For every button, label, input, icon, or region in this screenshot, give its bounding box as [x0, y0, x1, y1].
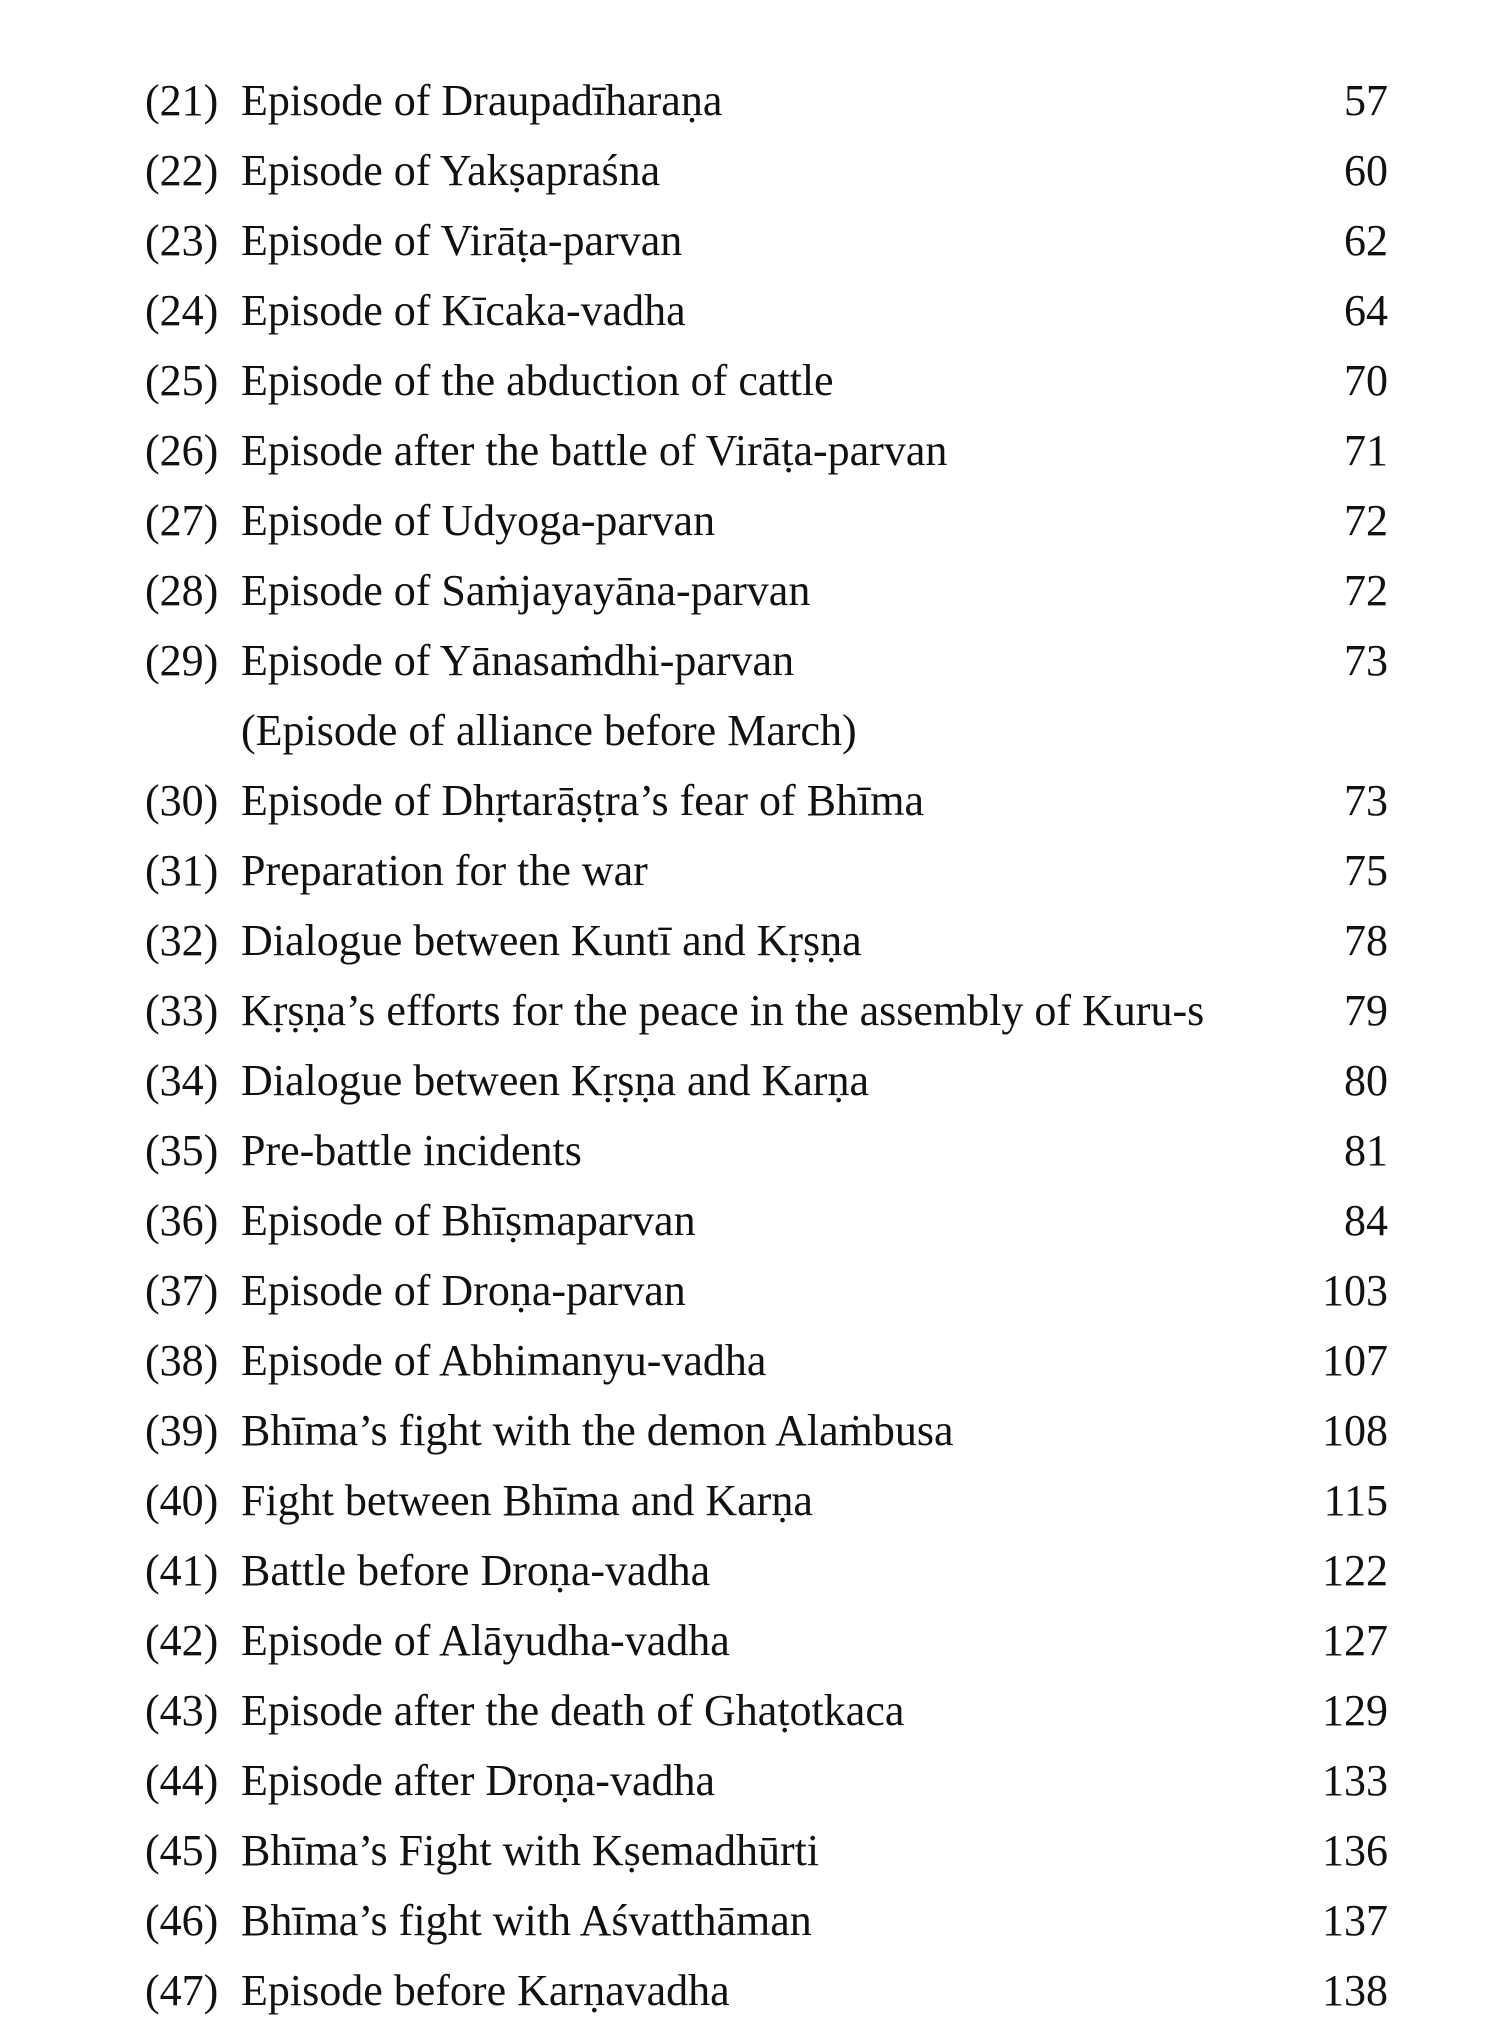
- entry-page-number: 81: [1344, 1126, 1388, 1175]
- entry-number: (45): [145, 1826, 219, 1875]
- entry-number: (23): [145, 216, 219, 265]
- entry-number: (41): [145, 1546, 219, 1595]
- entry-number: (29): [145, 636, 219, 685]
- entry-title: Pre-battle incidents: [241, 1126, 582, 1175]
- entry-title: Episode after the death of Ghaṭotkaca: [241, 1686, 905, 1735]
- toc-entry-40: [0, 1466, 1500, 1536]
- entry-page-number: 71: [1344, 426, 1388, 475]
- toc-entry-27: [0, 486, 1500, 556]
- entry-number: (22): [145, 146, 219, 195]
- toc-entry-35: [0, 1116, 1500, 1186]
- entry-number: (40): [145, 1476, 219, 1525]
- entry-page-number: 75: [1344, 846, 1388, 895]
- entry-page-number: 73: [1344, 776, 1388, 825]
- entry-page-number: 133: [1322, 1756, 1388, 1805]
- toc-entry-26: [0, 416, 1500, 486]
- entry-number: (31): [145, 846, 219, 895]
- toc-entry-41: [0, 1536, 1500, 1606]
- entry-page-number: 122: [1322, 1546, 1388, 1595]
- entry-title: Episode after the battle of Virāṭa-parvan: [241, 426, 948, 475]
- entry-title: Episode of Abhimanyu-vadha: [241, 1336, 767, 1385]
- toc-entry-31: [0, 836, 1500, 906]
- entry-number: (33): [145, 986, 219, 1035]
- entry-page-number: 108: [1322, 1406, 1388, 1455]
- toc-entry-32: [0, 906, 1500, 976]
- entry-title: Episode of Alāyudha-vadha: [241, 1616, 730, 1665]
- entry-number: (26): [145, 426, 219, 475]
- toc-entry-33: [0, 976, 1500, 1046]
- entry-number: (35): [145, 1126, 219, 1175]
- toc-entry-24: [0, 276, 1500, 346]
- entry-number: (47): [145, 1966, 219, 2015]
- entry-title: Episode of Yānasaṁdhi-parvan: [241, 636, 795, 685]
- entry-title: Preparation for the war: [241, 846, 648, 895]
- entry-page-number: 73: [1344, 636, 1388, 685]
- entry-page-number: 79: [1344, 986, 1388, 1035]
- entry-title: Episode of Saṁjayayāna-parvan: [241, 566, 811, 615]
- entry-number: (34): [145, 1056, 219, 1105]
- toc-entry-37: [0, 1256, 1500, 1326]
- entry-title: Bhīma’s fight with Aśvatthāman: [241, 1896, 812, 1945]
- toc-entry-38: [0, 1326, 1500, 1396]
- entry-number: (25): [145, 356, 219, 405]
- entry-title: Fight between Bhīma and Karṇa: [241, 1476, 813, 1525]
- entry-number: (27): [145, 496, 219, 545]
- entry-page-number: 107: [1322, 1336, 1388, 1385]
- toc-entry-42: [0, 1606, 1500, 1676]
- entry-number: (36): [145, 1196, 219, 1245]
- entry-page-number: 72: [1344, 566, 1388, 615]
- entry-title: Bhīma’s fight with the demon Alaṁbusa: [241, 1406, 954, 1455]
- toc-entry-45: [0, 1816, 1500, 1886]
- entry-title: (Episode of alliance before March): [241, 706, 857, 755]
- entry-number: (28): [145, 566, 219, 615]
- entry-number: (30): [145, 776, 219, 825]
- entry-number: (46): [145, 1896, 219, 1945]
- entry-page-number: 80: [1344, 1056, 1388, 1105]
- entry-title: Episode after Droṇa-vadha: [241, 1756, 716, 1805]
- entry-page-number: 64: [1344, 286, 1388, 335]
- toc-entry-29-continuation: [0, 696, 1500, 766]
- entry-page-number: 115: [1323, 1476, 1388, 1525]
- entry-number: (24): [145, 286, 219, 335]
- toc-entry-34: [0, 1046, 1500, 1116]
- entry-page-number: 62: [1344, 216, 1388, 265]
- entry-number: (38): [145, 1336, 219, 1385]
- entry-page-number: 84: [1344, 1196, 1388, 1245]
- toc-entry-46: [0, 1886, 1500, 1956]
- entry-title: Episode of the abduction of cattle: [241, 356, 834, 405]
- entry-page-number: 136: [1322, 1826, 1388, 1875]
- entry-number: (39): [145, 1406, 219, 1455]
- entry-page-number: 70: [1344, 356, 1388, 405]
- toc-entry-43: [0, 1676, 1500, 1746]
- entry-title: Episode of Draupadīharaṇa: [241, 76, 723, 125]
- entry-number: (32): [145, 916, 219, 965]
- entry-page-number: 103: [1322, 1266, 1388, 1315]
- entry-page-number: 137: [1322, 1896, 1388, 1945]
- entry-page-number: 129: [1322, 1686, 1388, 1735]
- entry-title: Dialogue between Kuntī and Kṛṣṇa: [241, 916, 862, 965]
- entry-number: (43): [145, 1686, 219, 1735]
- toc-entry-44: [0, 1746, 1500, 1816]
- toc-entry-36: [0, 1186, 1500, 1256]
- entry-page-number: 78: [1344, 916, 1388, 965]
- toc-entry-39: [0, 1396, 1500, 1466]
- entry-title: Kṛṣṇa’s efforts for the peace in the assembly of Kuru-s: [241, 986, 1205, 1035]
- entry-title: Battle before Droṇa-vadha: [241, 1546, 711, 1595]
- entry-title: Episode of Bhīṣmaparvan: [241, 1196, 696, 1245]
- entry-title: Bhīma’s Fight with Kṣemadhūrti: [241, 1826, 820, 1875]
- entry-page-number: 127: [1322, 1616, 1388, 1665]
- entry-page-number: 138: [1322, 1966, 1388, 2015]
- entry-title: Episode of Dhṛtarāṣṭra’s fear of Bhīma: [241, 776, 924, 825]
- toc-entry-28: [0, 556, 1500, 626]
- entry-number: (44): [145, 1756, 219, 1805]
- toc-entry-47: [0, 1956, 1500, 2026]
- entry-title: Episode of Udyoga-parvan: [241, 496, 716, 545]
- entry-page-number: 72: [1344, 496, 1388, 545]
- entry-title: Dialogue between Kṛṣṇa and Karṇa: [241, 1056, 869, 1105]
- entry-number: (42): [145, 1616, 219, 1665]
- toc-entry-30: [0, 766, 1500, 836]
- entry-title: Episode of Virāṭa-parvan: [241, 216, 683, 265]
- entry-title: Episode of Yakṣapraśna: [241, 146, 661, 195]
- table-of-contents: [0, 66, 1500, 2026]
- toc-entry-21: [0, 66, 1500, 136]
- toc-entry-25: [0, 346, 1500, 416]
- entry-title: Episode of Kīcaka-vadha: [241, 286, 686, 335]
- entry-title: Episode of Droṇa-parvan: [241, 1266, 686, 1315]
- entry-number: (37): [145, 1266, 219, 1315]
- entry-title: Episode before Karṇavadha: [241, 1966, 730, 2015]
- toc-entry-23: [0, 206, 1500, 276]
- entry-number: (21): [145, 76, 219, 125]
- toc-entry-22: [0, 136, 1500, 206]
- entry-page-number: 60: [1344, 146, 1388, 195]
- entry-page-number: 57: [1344, 76, 1388, 125]
- toc-entry-29: [0, 626, 1500, 696]
